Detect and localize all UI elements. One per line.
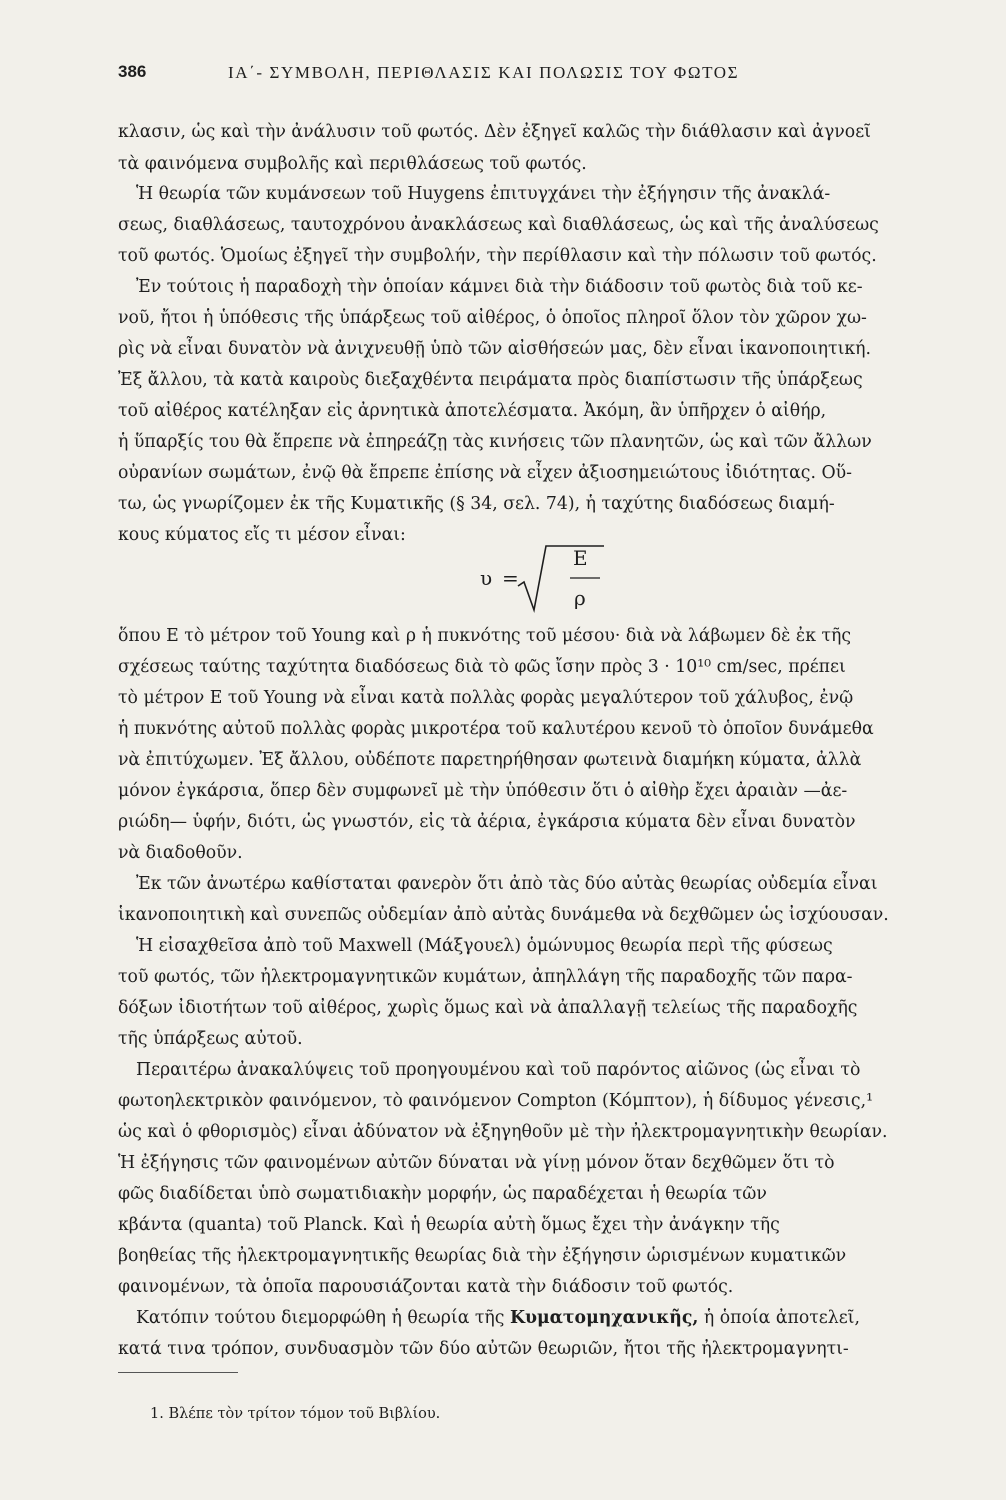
text-line: Ἡ ἐξήγησις τῶν φαινομένων αὐτῶν δύναται νὰ γίνῃ μόνον ὅταν δεχθῶμεν ὅτι τὸ (118, 1153, 835, 1173)
text-line: τὰ φαινόμενα συμβολῆς καὶ περιθλάσεως τοῦ φωτός. (118, 154, 587, 174)
text-run: Κατόπιν τούτου διεμορφώθη ἡ θεωρία τῆς (136, 1308, 510, 1328)
text-line: κους κύματος εἴς τι μέσον εἶναι: (118, 525, 406, 545)
text-line: τοῦ φωτός, τῶν ἠλεκτρομαγνητικῶν κυμάτων, ἀπηλλάγη τῆς παραδοχῆς τῶν παρα- (118, 967, 853, 987)
text-line: σεως, διαθλάσεως, ταυτοχρόνου ἀνακλάσεως καὶ διαθλάσεως, ὡς καὶ τῆς ἀναλύσεως (118, 215, 879, 235)
text-line: ἡ ὕπαρξίς του θὰ ἔπρεπε νὰ ἐπηρεάζῃ τὰς κινήσεις τῶν πλανητῶν, ὡς καὶ τῶν ἄλλων (118, 432, 872, 452)
running-title: ΙΑ΄- ΣΥΜΒΟΛΗ, ΠΕΡΙΘΛΑΣΙΣ ΚΑΙ ΠΟΛΩΣΙΣ ΤΟΥ ΦΩΤΟΣ (228, 63, 740, 82)
text-line: Ἐξ ἄλλου, τὰ κατὰ καιροὺς διεξαχθέντα πειράματα πρὸς διαπίστωσιν τῆς ὑπάρξεως (118, 370, 863, 390)
text-line: νὰ ἐπιτύχωμεν. Ἐξ ἄλλου, οὐδέποτε παρετηρήθησαν φωτεινὰ διαμήκη κύματα, ἀλλὰ (118, 750, 862, 770)
footnote-divider (118, 1372, 238, 1373)
text-line: φαινομένων, τὰ ὁποῖα παρουσιάζονται κατὰ τὴν διάδοσιν τοῦ φωτός. (118, 1277, 734, 1297)
formula-equals: = (502, 566, 519, 590)
text-line: ὡς καὶ ὁ φθορισμὸς) εἶναι ἀδύνατον νὰ ἐξηγηθοῦν μὲ τὴν ἠλεκτρομαγνητικὴν θεωρίαν. (118, 1122, 888, 1142)
text-line: νὰ διαδοθοῦν. (118, 843, 243, 863)
text-line: κατά τινα τρόπον, συνδυασμὸν τῶν δύο αὐτῶν θεωριῶν, ἤτοι τῆς ἠλεκτρομαγνητι- (118, 1339, 849, 1359)
text-line: ἡ πυκνότης αὐτοῦ πολλὰς φορὰς μικροτέρα τοῦ καλυτέρου κενοῦ τὸ ὁποῖον δυνάμεθα (118, 719, 874, 739)
text-line: ριώδη— ὑφήν, διότι, ὡς γνωστόν, εἰς τὰ ἀέρια, ἐγκάρσια κύματα δὲν εἶναι δυνατὸν (118, 812, 856, 832)
text-line: κβάντα (quanta) τοῦ Planck. Καὶ ἡ θεωρία αὐτὴ ὅμως ἔχει τὴν ἀνάγκην τῆς (118, 1215, 780, 1235)
text-line: κλασιν, ὡς καὶ τὴν ἀνάλυσιν τοῦ φωτός. Δὲν ἐξηγεῖ καλῶς τὴν διάθλασιν καὶ ἀγνοεῖ (118, 122, 871, 142)
text-line: ὅπου E τὸ μέτρον τοῦ Young καὶ ρ ἡ πυκνότης τοῦ μέσου· διὰ νὰ λάβωμεν δὲ ἐκ τῆς (118, 626, 852, 646)
text-line: μόνον ἐγκάρσια, ὅπερ δὲν συμφωνεῖ μὲ τὴν ὑπόθεσιν ὅτι ὁ αἰθὴρ ἔχει ἀραιὰν —ἀε- (118, 781, 848, 801)
text-line: τὸ μέτρον E τοῦ Young νὰ εἶναι κατὰ πολλὰς φορὰς μεγαλύτερον τοῦ χάλυβος, ἐνῷ (118, 688, 854, 708)
text-line: Ἡ θεωρία τῶν κυμάνσεων τοῦ Huygens ἐπιτυγχάνει τὴν ἐξήγησιν τῆς ἀνακλά- (136, 184, 831, 204)
term-kymatomichaniki: Κυματομηχανικῆς, (509, 1308, 699, 1328)
text-line: Ἡ εἰσαχθεῖσα ἀπὸ τοῦ Maxwell (Μάξγουελ) ὁμώνυμος θεωρία περὶ τῆς φύσεως (136, 936, 833, 956)
text-line-kymatomichaniki (136, 1304, 976, 1332)
text-line: σχέσεως ταύτης ταχύτητα διαδόσεως διὰ τὸ φῶς ἴσην πρὸς 3 · 10¹⁰ cm/sec, πρέπει (118, 657, 846, 677)
text-run: ἡ ὁποία ἀποτελεῖ, (698, 1308, 860, 1328)
text-line: βοηθείας τῆς ἠλεκτρομαγνητικῆς θεωρίας διὰ τὴν ἐξήγησιν ὡρισμένων κυματικῶν (118, 1246, 847, 1266)
text-line: φωτοηλεκτρικὸν φαινόμενον, τὸ φαινόμενον Compton (Κόμπτον), ἡ δίδυμος γένεσις,¹ (118, 1091, 874, 1111)
text-line: ἱκανοποιητικὴ καὶ συνεπῶς οὐδεμίαν ἀπὸ αὐτὰς δυνάμεθα νὰ δεχθῶμεν ὡς ἰσχύουσαν. (118, 905, 889, 925)
text-line: δόξων ἰδιοτήτων τοῦ αἰθέρος, χωρὶς ὅμως καὶ νὰ ἀπαλλαγῇ τελείως τῆς παραδοχῆς (118, 998, 858, 1018)
text-line: Περαιτέρω ἀνακαλύψεις τοῦ προηγουμένου καὶ τοῦ παρόντος αἰῶνος (ὡς εἶναι τὸ (136, 1060, 861, 1080)
text-line: ρὶς νὰ εἶναι δυνατὸν νὰ ἀνιχνευθῇ ὑπὸ τῶν αἰσθήσεών μας, δὲν εἶναι ἱκανοποιητική. (118, 339, 872, 359)
formula-denominator: ρ (574, 586, 586, 610)
text-line: τοῦ αἰθέρος κατέληξαν εἰς ἀρνητικὰ ἀποτελέσματα. Ἀκόμη, ἂν ὑπῆρχεν ὁ αἰθήρ, (118, 401, 827, 421)
formula-numerator: E (573, 546, 588, 570)
footnote: 1. Βλέπε τὸν τρίτον τόμον τοῦ Βιβλίου. (150, 1406, 441, 1422)
text-line: φῶς διαδίδεται ὑπὸ σωματιδιακὴν μορφήν, ὡς παραδέχεται ἡ θεωρία τῶν (118, 1184, 767, 1204)
formula-lhs: υ (480, 566, 493, 590)
text-line: Ἐκ τῶν ἀνωτέρω καθίσταται φανερὸν ὅτι ἀπὸ τὰς δύο αὐτὰς θεωρίας οὐδεμία εἶναι (136, 874, 878, 894)
text-line: νοῦ, ἤτοι ἡ ὑπόθεσις τῆς ὑπάρξεως τοῦ αἰθέρος, ὁ ὁποῖος πληροῖ ὅλον τὸν χῶρον χω- (118, 308, 867, 328)
text-line: Ἐν τούτοις ἡ παραδοχὴ τὴν ὁποίαν κάμνει διὰ τὴν διάδοσιν τοῦ φωτὸς διὰ τοῦ κε- (136, 277, 863, 297)
page-number: 386 (118, 62, 147, 81)
text-line: τοῦ φωτός. Ὁμοίως ἐξηγεῖ τὴν συμβολήν, τὴν περίθλασιν καὶ τὴν πόλωσιν τοῦ φωτός. (118, 246, 877, 266)
text-line: τω, ὡς γνωρίζομεν ἐκ τῆς Κυματικῆς (§ 34, σελ. 74), ἡ ταχύτης διαδόσεως διαμή- (118, 494, 835, 514)
velocity-formula (480, 540, 640, 618)
page-header (118, 62, 948, 90)
text-line: οὐρανίων σωμάτων, ἐνῷ θὰ ἔπρεπε ἐπίσης νὰ εἶχεν ἀξιοσημειώτους ἰδιότητας. Οὕ- (118, 463, 852, 483)
text-line: τῆς ὑπάρξεως αὐτοῦ. (118, 1029, 303, 1049)
square-root-sign (516, 540, 606, 618)
